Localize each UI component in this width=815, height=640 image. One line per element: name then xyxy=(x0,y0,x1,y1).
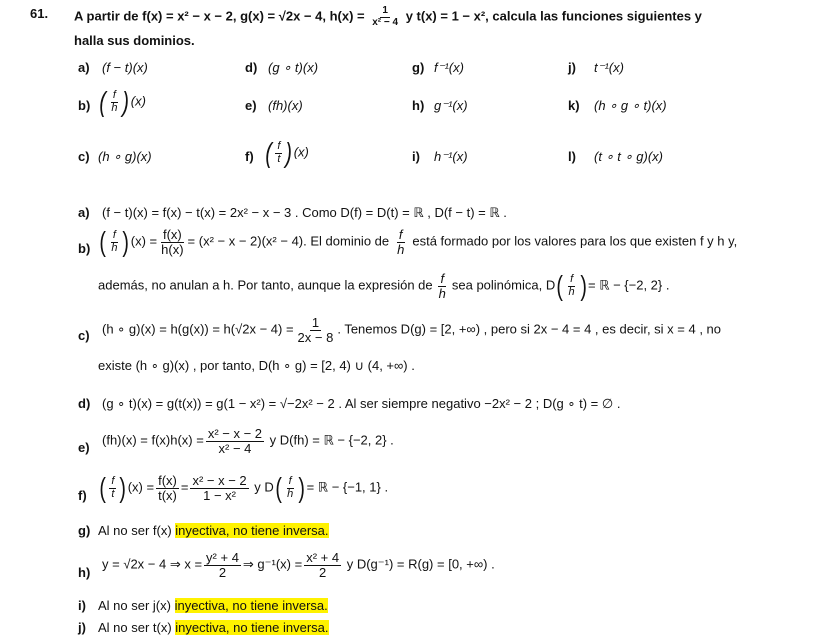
solution-c-line1 xyxy=(102,316,721,344)
sol-h-den2: 2 xyxy=(319,564,327,580)
item-c-label: c) xyxy=(78,149,90,164)
sol-i-a: Al no ser j(x) xyxy=(98,598,175,613)
solution-d-text: (g ∘ t)(x) = g(t(x)) = g(1 − x²) = √−2x² − 2 . Al ser siempre negativo −2x² − 2 ; D(g ∘ t) = ∅ . xyxy=(102,396,621,411)
problem-statement-line1 xyxy=(74,6,702,28)
sol-j-a: Al no ser t(x) xyxy=(98,620,176,635)
sol-b-mid: = (x² − x − 2)(x² − 4). El dominio de xyxy=(187,233,390,249)
solution-g-label: g) xyxy=(78,523,91,538)
sol-b-l2b: sea polinómica, D xyxy=(451,277,556,293)
sol-c-frac xyxy=(296,316,336,344)
sol-h-den1: 2 xyxy=(218,564,227,580)
sol-f-l-frac xyxy=(109,476,116,500)
item-i-expr: h⁻¹(x) xyxy=(434,149,468,164)
sol-c-num: 1 xyxy=(311,315,320,330)
item-k-label: k) xyxy=(568,98,580,113)
solution-b-line1: ( $\frac{f}{h}$ ) (x) = $\frac{f(x)}{h(x)}$ = (x² − x − 2)(x² − 4). El dominio de $\frac{f}{h}$ está formado por los valores para los que existen f y h y, xyxy=(99,226,738,258)
solution-e-label: e) xyxy=(78,440,90,455)
item-j-label: j) xyxy=(568,60,576,75)
solution-f-line: ( $\frac{f}{t}$ ) (x) = $\frac{f(x)}{t(x)}$ = $\frac{\text{x² − x − 2}}{\text{1 − x²}}$ y D ( $\frac{f}{h}$ ) = ℝ − {−1, 1} . xyxy=(99,472,389,504)
sol-b-lhs-tail: (x) = xyxy=(130,233,158,249)
sol-f-m-den: t(x) xyxy=(158,487,177,503)
solution-e-line xyxy=(102,427,394,455)
sol-b-l2-num: f xyxy=(440,271,445,286)
sol-f-d-num: f xyxy=(288,475,292,488)
item-b-tail: (x) xyxy=(130,93,146,109)
sol-b-d-num: f xyxy=(398,227,403,242)
item-f-num: f xyxy=(277,139,281,152)
item-a-expr: (f − t)(x) xyxy=(102,60,148,75)
item-g-expr: f⁻¹(x) xyxy=(434,60,464,75)
sol-f-m-num: f(x) xyxy=(158,473,177,488)
sol-e-a: (fh)(x) = f(x)h(x) = xyxy=(102,432,204,448)
sol-f-l-num: f xyxy=(111,475,115,488)
sol-f-d-frac xyxy=(285,476,295,500)
sol-c-a: (h ∘ g)(x) = h(g(x)) = h(√2x − 4) = xyxy=(102,321,294,337)
intro-functions: f(x) = x² − x − 2, g(x) = √2x − 4, h(x) = xyxy=(142,8,369,24)
sol-b-lhs-den: h xyxy=(111,241,118,254)
sol-c-den: 2x − 8 xyxy=(297,329,334,345)
solution-j-label: j) xyxy=(78,620,86,635)
item-l-label: l) xyxy=(568,149,576,164)
intro-text-a: A partir de xyxy=(74,8,143,24)
sol-f-c: = ℝ − {−1, 1} . xyxy=(306,479,389,495)
item-b-den: h xyxy=(111,101,118,114)
sol-f-b: y D xyxy=(254,479,274,495)
h-denominator: x² − 4 xyxy=(372,16,399,28)
sol-b-r-num: f(x) xyxy=(162,227,182,242)
solution-a-text: (f − t)(x) = f(x) − t(x) = 2x² − x − 3 . Como D(f) = D(t) = ℝ , D(f − t) = ℝ . xyxy=(102,205,507,220)
item-d-label: d) xyxy=(245,60,258,75)
h-fraction xyxy=(370,6,400,28)
item-i-label: i) xyxy=(412,149,420,164)
sol-j-highlight: inyectiva, no tiene inversa. xyxy=(175,620,329,635)
sol-h-num1: y² + 4 xyxy=(206,550,239,565)
sol-b-d-frac xyxy=(395,228,406,256)
solution-i-text xyxy=(98,598,328,613)
sol-b-d-den: h xyxy=(397,241,405,257)
item-c-expr: (h ∘ g)(x) xyxy=(98,149,152,164)
sol-b-lhs-num: f xyxy=(112,229,116,242)
item-g-label: g) xyxy=(412,60,425,75)
item-e-label: e) xyxy=(245,98,257,113)
sol-b-l2-frac xyxy=(437,272,448,300)
sol-b-l2c: = ℝ − {−2, 2} . xyxy=(587,277,670,293)
sol-h-num2: x² + 4 xyxy=(306,550,340,565)
item-f-den: t xyxy=(277,152,281,165)
solution-b-label: b) xyxy=(78,241,91,256)
solution-f-label: f) xyxy=(78,488,87,503)
sol-b-end: está formado por los valores para los que existen f y h y, xyxy=(412,233,738,249)
solution-c-label: c) xyxy=(78,328,90,343)
item-b-fraction xyxy=(109,90,119,114)
item-b-label: b) xyxy=(78,98,91,113)
item-k-expr: (h ∘ g ∘ t)(x) xyxy=(594,98,667,113)
sol-h-frac2 xyxy=(304,551,341,579)
sol-f-l-tail: (x) = xyxy=(127,479,155,495)
solution-d-label: d) xyxy=(78,396,91,411)
sol-g-a: Al no ser f(x) xyxy=(98,523,176,538)
sol-f-r-den: 1 − x² xyxy=(203,487,236,503)
solution-h-line xyxy=(102,551,495,579)
solution-c-line2: existe (h ∘ g)(x) , por tanto, D(h ∘ g) = [2, 4) ∪ (4, +∞) . xyxy=(98,358,415,373)
sol-i-highlight: inyectiva, no tiene inversa. xyxy=(174,598,328,613)
sol-h-frac1 xyxy=(204,551,241,579)
solution-b-line2: además, no anulan a h. Por tanto, aunque la expresión de $\frac{f}{h}$ sea polinómica, D ( $\frac{f}{h}$ ) = ℝ − {−2, 2} . xyxy=(98,270,670,302)
solution-j-text xyxy=(98,620,329,635)
sol-b-l2b-frac xyxy=(567,274,577,298)
item-b-num: f xyxy=(112,88,116,101)
sol-e-den: x² − 4 xyxy=(218,440,252,456)
solution-g-text xyxy=(98,523,329,538)
item-h-label: h) xyxy=(412,98,425,113)
sol-b-r-den: h(x) xyxy=(161,241,184,257)
item-e-expr: (fh)(x) xyxy=(268,98,303,113)
solution-a-label: a) xyxy=(78,205,90,220)
item-f-label: f) xyxy=(245,149,254,164)
intro-text-b: y t(x) = 1 − x², calcula las funciones siguientes y xyxy=(402,8,702,24)
problem-number: 61. xyxy=(30,6,49,21)
sol-b-r-frac xyxy=(159,228,185,256)
sol-h-c: y D(g⁻¹) = R(g) = [0, +∞) . xyxy=(346,556,495,572)
sol-b-l2-den: h xyxy=(438,285,446,301)
sol-f-l-den: t xyxy=(111,487,115,500)
problem-statement-line2: halla sus dominios. xyxy=(74,33,195,48)
sol-f-m-frac xyxy=(156,474,179,502)
item-l-expr: (t ∘ t ∘ g)(x) xyxy=(594,149,663,164)
item-h-expr: g⁻¹(x) xyxy=(434,98,468,113)
sol-f-d-den: h xyxy=(287,487,294,500)
sol-h-b: ⇒ g⁻¹(x) = xyxy=(242,556,303,572)
sol-b-l2a: además, no anulan a h. Por tanto, aunque la expresión de xyxy=(98,277,433,293)
sol-g-highlight: inyectiva, no tiene inversa. xyxy=(175,523,329,538)
sol-c-b: . Tenemos D(g) = [2, +∞) , pero si 2x − 4 = 4 , es decir, si x = 4 , no xyxy=(337,321,722,337)
item-a-label: a) xyxy=(78,60,90,75)
sol-e-frac xyxy=(206,427,264,455)
item-f-tail: (x) xyxy=(293,144,309,160)
solution-h-label: h) xyxy=(78,565,91,580)
sol-e-num: x² − x − 2 xyxy=(207,426,263,441)
item-d-expr: (g ∘ t)(x) xyxy=(268,60,319,75)
solution-i-label: i) xyxy=(78,598,86,613)
sol-e-b: y D(fh) = ℝ − {−2, 2} . xyxy=(269,432,394,448)
sol-b-lhs-frac xyxy=(109,230,119,254)
item-j-expr: t⁻¹(x) xyxy=(594,60,624,75)
item-b-expr: ( $\frac{f}{h}$ ) (x) xyxy=(99,86,146,117)
sol-f-r-num: x² − x − 2 xyxy=(192,473,247,488)
sol-h-a: y = √2x − 4 ⇒ x = xyxy=(102,556,203,572)
h-numerator: 1 xyxy=(382,5,388,16)
item-f-fraction xyxy=(275,141,282,165)
item-f-expr: ( $\frac{f}{t}$ ) (x) xyxy=(265,137,309,168)
sol-f-r-frac xyxy=(190,474,248,502)
sol-b-l2b-den: h xyxy=(568,285,575,298)
sol-b-l2b-num: f xyxy=(570,273,574,286)
